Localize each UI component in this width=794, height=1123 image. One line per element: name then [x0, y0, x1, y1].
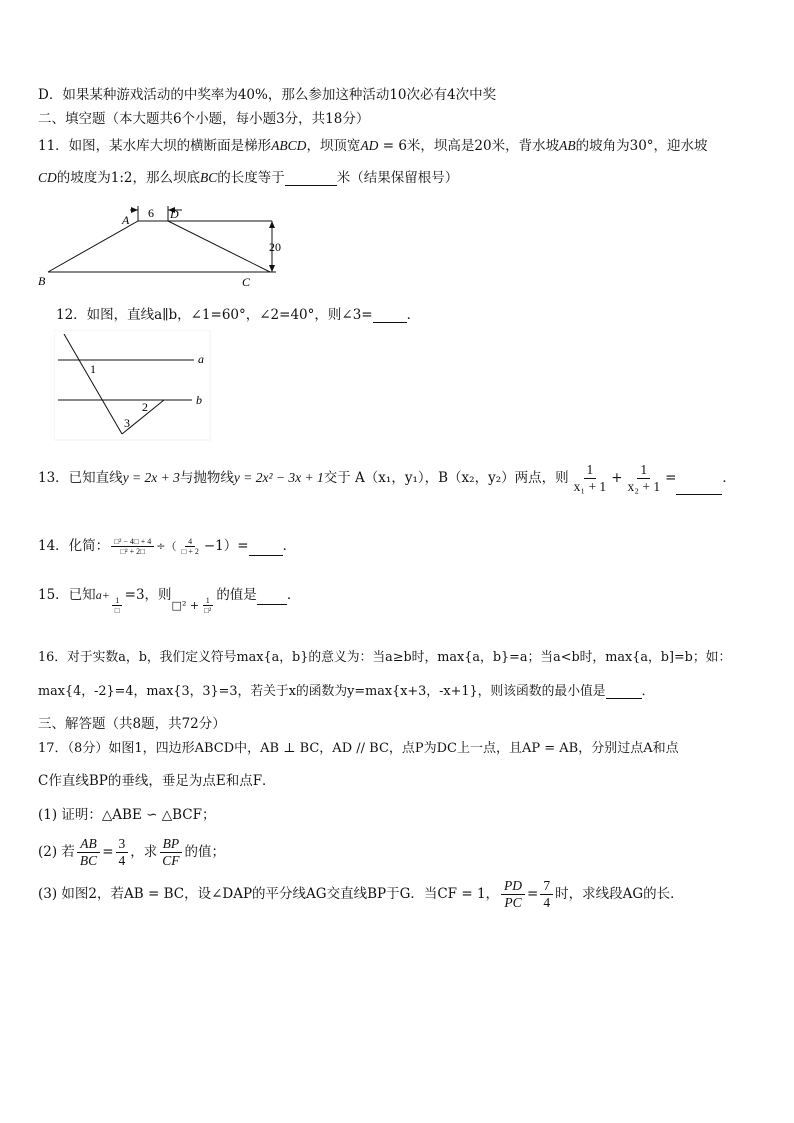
q12-text: 12．如图，直线a∥b，∠1=60°，∠2=40°，则∠3= ．: [56, 307, 421, 323]
q11-line2: CD的坡度为1:2，那么坝底BC的长度等于 米（结果保留根号）: [38, 170, 459, 186]
section-2-heading: 二、填空题（本大题共6个小题，每小题3分，共18分）: [38, 111, 370, 127]
section-3-heading: 三、解答题（共8题，共72分）: [38, 716, 226, 732]
q11-line1: 11．如图，某水库大坝的横断面是梯形ABCD，坝顶宽AD = 6米，坝高是20米，背水坡AB的坡角为30°，迎水坡: [38, 138, 708, 154]
q12-parallel-lines-figure: [54, 330, 214, 442]
q17-part1: (1) 证明：△ABE ∽ △BCF；: [38, 807, 216, 823]
fraction-2: $\frac{1}{\text{x₂ + 1}}$: [627, 462, 661, 494]
answer-blank: [285, 172, 337, 186]
answer-blank: [676, 481, 722, 495]
angle-2-label: 2: [142, 400, 148, 414]
q17-part3: (3) 如图2，若AB = BC，设∠DAP的平分线AG交直线BP于G．当CF = 1， $\frac{PD}{PC}$ = $\frac{7}{4}$ 时，求线段AG的长．: [38, 878, 684, 910]
fraction-b: $\frac{1}{\text{□²}}$: [204, 596, 212, 615]
q17-line2: C作直线BP的垂线，垂足为点E和点F．: [38, 773, 276, 789]
q11-dam-figure: [36, 198, 286, 290]
answer-blank: [606, 685, 642, 699]
label-height: 20: [269, 240, 281, 254]
vertex-a: A: [122, 213, 130, 227]
option-d: D．如果某种游戏活动的中奖率为40%，那么参加这种活动10次必有4次中奖: [38, 87, 497, 103]
fraction-inner: $\frac{4}{□ + 2}$: [181, 537, 199, 556]
vertex-b: B: [38, 274, 46, 288]
line-a-label: a: [198, 352, 204, 366]
q17-line1: 17．（8分）如图1，四边形ABCD中，AB ⊥ BC，AD // BC，点P为DC上一点，且AP = AB，分别过点A和点: [38, 741, 679, 756]
fraction-main: $\frac{\text{□² − 4□ + 4}}{\text{□² + 2□}}$: [111, 537, 154, 556]
q13-line: 13．已知直线y = 2x + 3与抛物线y = 2x² − 3x + 1交于 A（x₁，y₁），B（x₂，y₂）两点，则 $\frac{1}{\text{x₁ + 1}}$ + $\frac{1}{\text{x₂ + 1}}$ = ．: [38, 462, 736, 494]
fraction-bp-cf: $\frac{BP}{CF}$: [159, 836, 182, 869]
answer-blank: [249, 542, 283, 556]
vertex-c: C: [242, 275, 251, 289]
line-b-label: b: [196, 393, 202, 407]
answer-blank: [373, 309, 407, 323]
fraction-7-4: $\frac{7}{4}$: [540, 878, 553, 911]
q17-part2: (2) 若 $\frac{AB}{BC}$ = $\frac{3}{4}$ ，求 $\frac{BP}{CF}$ 的值；: [38, 836, 226, 868]
answer-blank: [257, 591, 287, 605]
fraction-ab-bc: $\frac{AB}{BC}$: [77, 836, 100, 869]
angle-1-label: 1: [90, 362, 96, 376]
fraction-3-4: $\frac{3}{4}$: [116, 836, 129, 869]
angle-3-label: 3: [124, 416, 130, 430]
q16-line2: max{4，-2}=4，max{3，3}=3，若关于x的函数为y=max{x+3，-x+1}，则该函数的最小值是 ．: [38, 684, 655, 699]
vertex-d: D: [170, 207, 179, 221]
fraction-a: $\frac{1}{□}$: [112, 596, 123, 615]
fraction-pd-pc: $\frac{PD}{PC}$: [501, 878, 525, 911]
q15-line: 15．已知a+ $\frac{1}{□}$ =3，则$_{□^2 +}$ $\frac{1}{\text{□²}}$ 的值是 ．: [38, 587, 301, 615]
q14-line: 14．化简： $\frac{\text{□² − 4□ + 4}}{\text{□² + 2□}}$ ÷（ $\frac{4}{□ + 2}$ −1）= ．: [38, 537, 297, 556]
q16-line1: 16．对于实数a，b，我们定义符号max{a，b}的意义为：当a≥b时，max{a，b}=a；当a<b时，max{a，b]=b；如：: [38, 650, 732, 665]
label-top: 6: [148, 206, 154, 220]
fraction-1: $\frac{1}{\text{x₁ + 1}}$: [573, 462, 607, 494]
